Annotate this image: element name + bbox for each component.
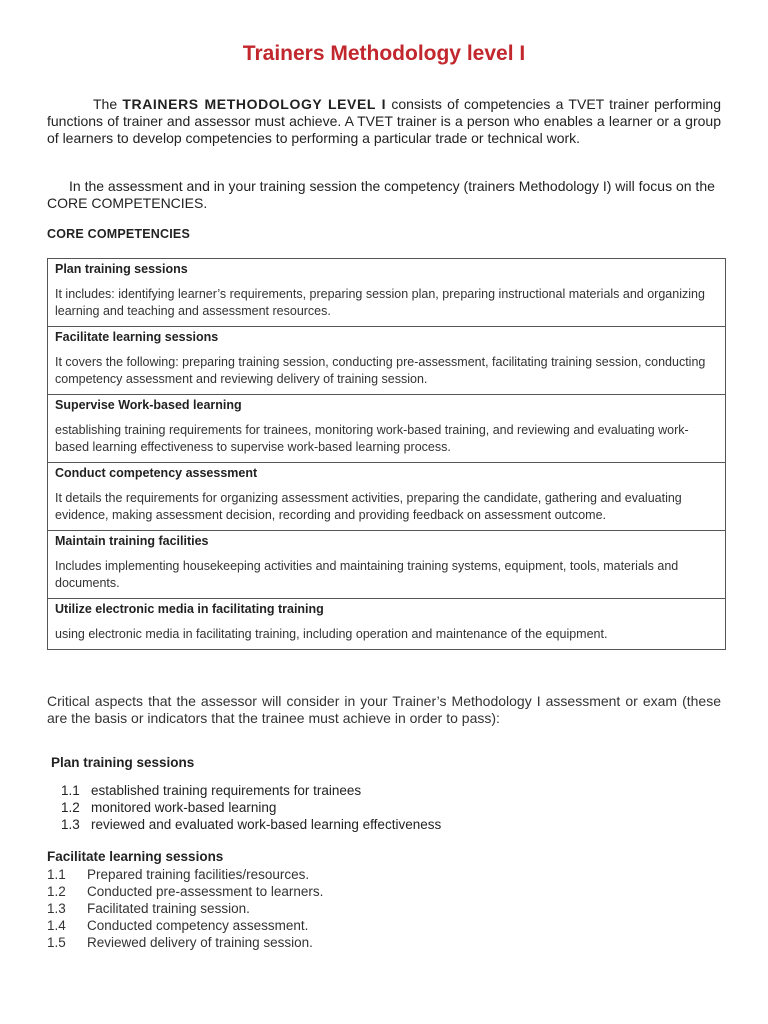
list-item-number: 1.2 bbox=[61, 800, 80, 815]
critical-aspects-paragraph: Critical aspects that the assessor will consider in your Trainer’s Methodology I assessment or exam (these are the basis or indicators that the trainee must achieve in order to pass): bbox=[47, 693, 721, 726]
competency-description: It covers the following: preparing training session, conducting pre-assessment, facilitating training session, conducting competency assessment and reviewing delivery of training session. bbox=[55, 355, 706, 386]
competency-title: Conduct competency assessment bbox=[55, 466, 258, 480]
list-item-text: reviewed and evaluated work-based learning effectiveness bbox=[91, 817, 442, 832]
intro-paragraph bbox=[47, 96, 721, 147]
table-row bbox=[48, 395, 726, 463]
document-title: Trainers Methodology level I bbox=[242, 42, 526, 65]
competency-title: Supervise Work-based learning bbox=[55, 398, 242, 412]
list-item bbox=[47, 934, 323, 951]
table-row bbox=[48, 259, 726, 327]
plan-section-heading: Plan training sessions bbox=[51, 755, 195, 770]
list-item-number: 1.2 bbox=[47, 884, 66, 899]
table-cell bbox=[48, 327, 726, 395]
list-item-number: 1.3 bbox=[47, 901, 66, 916]
facilitate-section-list bbox=[47, 866, 323, 951]
list-item-number: 1.1 bbox=[61, 783, 80, 798]
competency-title: Plan training sessions bbox=[55, 262, 188, 276]
competency-description: It includes: identifying learner’s requirements, preparing session plan, preparing instructional materials and organizing learning and teaching and assessment resources. bbox=[55, 287, 705, 318]
list-item-text: monitored work-based learning bbox=[91, 800, 277, 815]
table-cell bbox=[48, 463, 726, 531]
competency-description: establishing training requirements for trainees, monitoring work-based training, and reviewing and evaluating work-based learning effectiveness to supervise work-based learning process. bbox=[55, 423, 689, 454]
list-item-number: 1.3 bbox=[61, 817, 80, 832]
core-competencies-table bbox=[47, 258, 726, 650]
intro-bold-term: TRAINERS METHODOLOGY LEVEL I bbox=[122, 96, 387, 112]
table-cell bbox=[48, 599, 726, 650]
competency-description: It details the requirements for organizing assessment activities, preparing the candidate, gathering and evaluating evidence, making assessment decision, recording and providing feedback on assessment outcome. bbox=[55, 491, 682, 522]
plan-section-list bbox=[61, 782, 441, 833]
list-item-text: Reviewed delivery of training session. bbox=[87, 935, 313, 950]
competency-title: Utilize electronic media in facilitating training bbox=[55, 602, 324, 616]
intro-rest: consists of competencies a TVET trainer performing functions of trainer and assessor must achieve. A TVET trainer is a person who enables a learner or a group of learners to develop competencies to performing a particular trade or technical work. bbox=[47, 96, 722, 146]
list-item-text: established training requirements for trainees bbox=[91, 783, 362, 798]
table-row bbox=[48, 531, 726, 599]
list-item bbox=[61, 816, 441, 833]
competency-title: Facilitate learning sessions bbox=[55, 330, 219, 344]
list-item-text: Prepared training facilities/resources. bbox=[87, 867, 310, 882]
list-item bbox=[47, 917, 323, 934]
list-item-number: 1.1 bbox=[47, 867, 66, 882]
list-item bbox=[61, 782, 441, 799]
table-cell bbox=[48, 531, 726, 599]
table-row bbox=[48, 599, 726, 650]
table-row bbox=[48, 463, 726, 531]
intro-prefix: The bbox=[93, 96, 123, 112]
facilitate-section-heading: Facilitate learning sessions bbox=[47, 849, 224, 864]
list-item-text: Conducted competency assessment. bbox=[87, 918, 309, 933]
list-item-text: Facilitated training session. bbox=[87, 901, 250, 916]
core-competencies-heading: CORE COMPETENCIES bbox=[47, 227, 190, 241]
competency-description: using electronic media in facilitating training, including operation and maintenance of the equipment. bbox=[55, 627, 608, 641]
list-item bbox=[47, 866, 323, 883]
table-cell bbox=[48, 259, 726, 327]
list-item-text: Conducted pre-assessment to learners. bbox=[87, 884, 324, 899]
table-cell bbox=[48, 395, 726, 463]
list-item bbox=[61, 799, 441, 816]
competency-description: Includes implementing housekeeping activities and maintaining training systems, equipment, tools, materials and documents. bbox=[55, 559, 679, 590]
list-item bbox=[47, 883, 323, 900]
assessment-focus-text: In the assessment and in your training session the competency (trainers Methodology I) will focus on the CORE COMPETENCIES. bbox=[47, 178, 715, 211]
list-item bbox=[47, 900, 323, 917]
competency-title: Maintain training facilities bbox=[55, 534, 209, 548]
assessment-focus-paragraph bbox=[47, 178, 721, 212]
list-item-number: 1.5 bbox=[47, 935, 66, 950]
list-item-number: 1.4 bbox=[47, 918, 66, 933]
table-row bbox=[48, 327, 726, 395]
